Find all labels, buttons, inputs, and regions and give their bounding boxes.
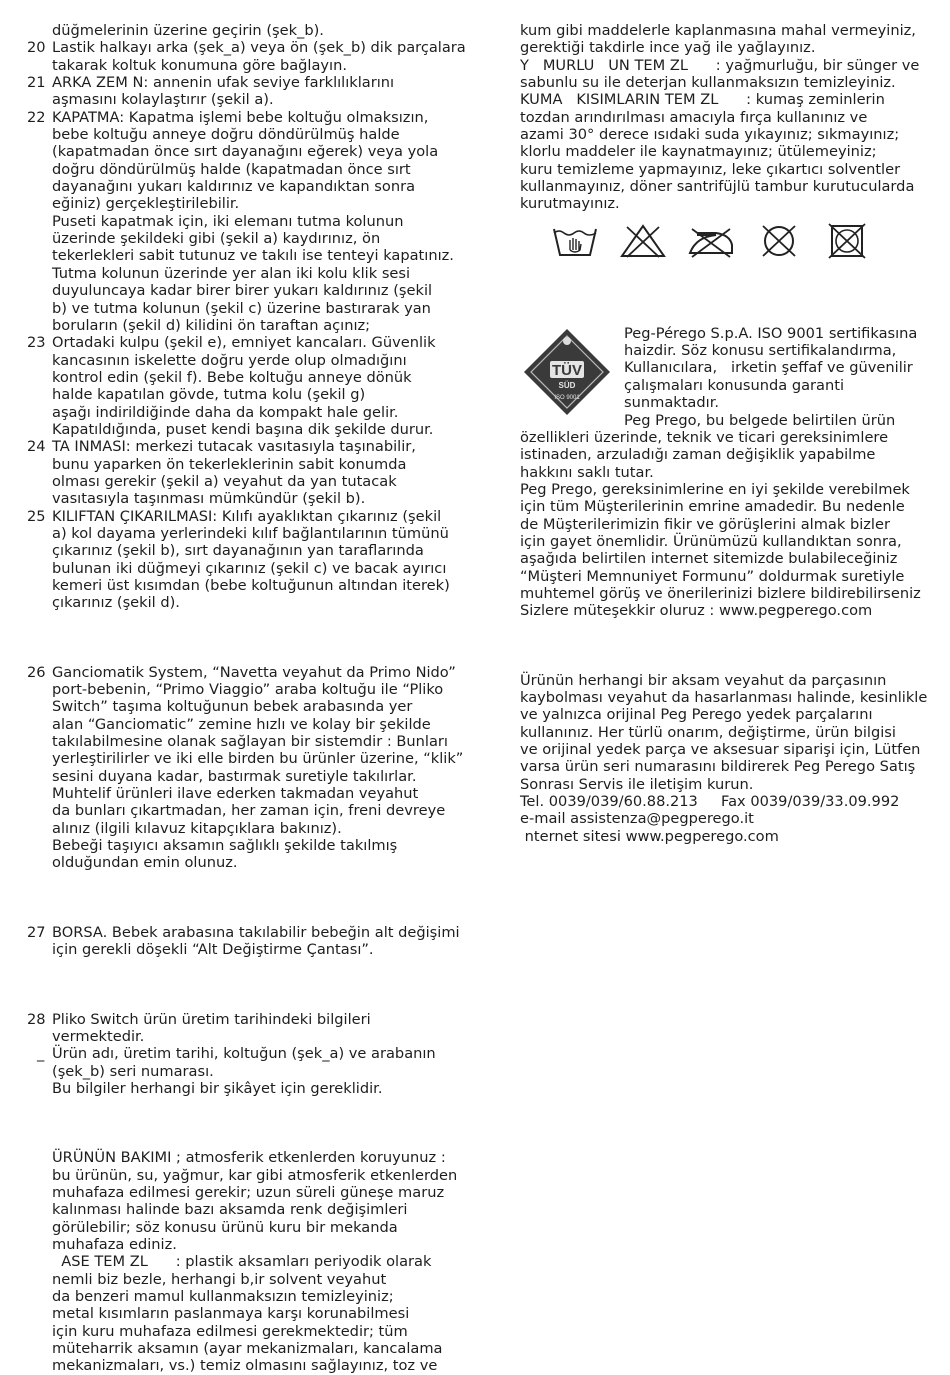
text-line: Switch” taşıma koltuğunun bebek arabasında yer (52, 698, 413, 716)
item-number: 20 (27, 39, 46, 57)
text-line: kullanmayınız, döner santrifüjlü tambur kurutucularda (520, 178, 915, 196)
text-line: metal kısımların paslanmaya karşı korunabilmesi (52, 1305, 410, 1323)
item-28-sub (27, 1045, 459, 1097)
text-line: kuru temizleme yapmayınız, leke çıkartıcı solventler (520, 160, 901, 178)
tuv-sub-text: SÜD (558, 380, 576, 390)
text-line: Kapatıldığında, puset kendi başına dik şekilde durur. (52, 420, 434, 438)
text-line: çıkarınız (şekil d). (52, 594, 180, 612)
text-line: ASE TEM ZL : plastik aksamları periyodik olarak (52, 1253, 432, 1271)
text-line: nemli biz bezle, herhangi b,ir solvent veyahut (52, 1270, 387, 1288)
text-line: hakkını saklı tutar. (520, 463, 654, 481)
text-line: haizdir. Söz konusu sertifikalandırma, (624, 342, 897, 360)
text-line: klorlu maddeler ile kaynatmayınız; ütülemeyiniz; (520, 143, 877, 161)
text-line: kum gibi maddelerle kaplanmasına mahal vermeyiniz, (520, 22, 916, 39)
text-line: ARKA ZEM N: annenin ufak seviye farklılıklarını (52, 74, 395, 92)
text-line: KILIFTAN ÇIKARILMASI: Kılıfı ayaklıktan çıkarınız (şekil (52, 507, 442, 525)
text-line: KAPATMA: Kapatma işlemi bebe koltuğu olmaksızın, (52, 108, 429, 126)
text-line: KUMA KISIMLARIN TEM ZL : kumaş zeminlerin (520, 91, 885, 109)
text-line: alınız (ilgili kılavuz kitapçıklara bakınız). (52, 819, 342, 837)
text-line: boruların (şekil d) kilidini ön taraftan açınız; (52, 316, 371, 334)
text-line: aşağıda belirtilen internet sitemizde bulabileceğiniz (520, 550, 898, 568)
text-line: Lastik halkayı arka (şek_a) veya ön (şek_b) dik parçalara (52, 39, 466, 57)
text-line: çıkarınız (şekil b), sırt dayanağının yan taraflarında (52, 542, 424, 560)
text-line: Ganciomatik System, “Navetta veyahut da Primo Nido” (52, 663, 456, 681)
contact-phone-fax: Tel. 0039/039/60.88.213 Fax 0039/039/33.09.992 (520, 793, 900, 811)
right-column (520, 22, 930, 845)
text-line: Peg-Pérego S.p.A. ISO 9001 sertifikasına (624, 324, 918, 342)
text-line: Sonrası Servis ile iletişim kurun. (520, 775, 754, 793)
certification-section (520, 325, 930, 620)
text-line: kurutmayınız. (520, 195, 620, 213)
text-line: sunmaktadır. (624, 394, 719, 412)
text-line: (şek_b) seri numarası. (52, 1062, 214, 1080)
text-line: tekerlekleri sabit tutunuz ve takılı ise tenteyi kapatınız. (52, 247, 454, 265)
text-line: için gayet önemlidir. Ürünümüzü kullandıktan sonra, (520, 532, 902, 550)
text-line: Y MURLU UN TEM ZL : yağmurluğu, bir sünger ve (520, 56, 920, 74)
item-number: 26 (27, 663, 46, 681)
item-number: 25 (27, 507, 46, 525)
text-line: muhtemel görüş ve önerilerinizi bizlere bildirebilirseniz (520, 584, 921, 602)
item-marker: _ (37, 1045, 45, 1063)
text-line: kaybolması veyahut da hasarlanması halinde, kesinlikle (520, 688, 928, 706)
text-line: ve yalnızca orijinal Peg Perego yedek parçalarını (520, 706, 873, 724)
text-line: Ürünün herhangi bir aksam veyahut da parçasının (520, 671, 887, 689)
tuv-standard-text: ISO 9001 (554, 394, 580, 401)
contact-website: nternet sitesi www.pegperego.com (520, 827, 779, 845)
hand-wash-icon (550, 223, 600, 259)
text-line: muhafaza edilmesi gerekir; uzun süreli güneşe maruz (52, 1183, 445, 1201)
text-line: eğiniz) gerçekleştirilebilir. (52, 195, 240, 213)
text-line: mekanizmaları, vs.) temiz olmasını sağlayınız, toz ve (52, 1357, 438, 1375)
text-line: müteharrik aksamın (ayar mekanizmaları, kancalama (52, 1340, 443, 1357)
text-line: bunu yaparken ön tekerleklerinin sabit konumda (52, 455, 407, 473)
text-line: ÜRÜNÜN BAKIMI ; atmosferik etkenlerden koruyunuz : (52, 1149, 446, 1167)
item-number: 23 (27, 334, 46, 352)
text-line: için kuru muhafaza edilmesi gerekmektedir; tüm (52, 1322, 408, 1340)
text-line: da benzeri mamul kullanmaksızın temizleyiniz; (52, 1287, 394, 1305)
text-line: Tutma kolunun üzerinde yer alan iki kolu klik sesi (52, 264, 411, 282)
text-line: azami 30° derece ısıdaki suda yıkayınız; sıkmayınız; (520, 126, 900, 144)
tuv-brand-text: TÜV (552, 361, 582, 379)
text-line: TA INMASI: merkezi tutacak vasıtasıyla taşınabilir, (52, 438, 416, 456)
text-line: ve orijinal yedek parça ve aksesuar siparişi için, Lütfen (520, 741, 921, 758)
item-28 (27, 1011, 459, 1046)
item-25 (27, 508, 459, 612)
text-line: takılabilmesine olanak sağlayan bir sistemdir : Bunları (52, 733, 448, 751)
no-tumble-dry-icon (822, 223, 872, 259)
item-27 (27, 924, 459, 959)
care-symbols (550, 223, 930, 263)
text-line: da bunları çıkartmadan, her zaman için, freni devreye (52, 802, 446, 820)
text-line: port-bebenin, “Primo Viaggio” araba koltuğu ile “Pliko (52, 681, 444, 699)
no-iron-icon (686, 223, 736, 259)
text-line: Ürün adı, üretim tarihi, koltuğun (şek_a) ve arabanın (52, 1045, 436, 1063)
text-line: Pliko Switch ürün üretim tarihindeki bilgileri (52, 1010, 371, 1028)
text-line: varsa ürün seri numarasını bildirerek Peg Perego Satış (520, 758, 916, 776)
care-section (27, 1149, 459, 1374)
tuv-sud-logo (522, 327, 612, 417)
text-line: olduğundan emin olunuz. (52, 854, 238, 872)
text-line: de Müşterilerimizin fikir ve görüşlerini almak bizler (520, 515, 890, 533)
text-line: vasıtasıyla taşınması mümkündür (şekil b). (52, 490, 366, 508)
item-number: 24 (27, 438, 46, 456)
item-20 (27, 39, 466, 74)
service-section (520, 672, 930, 845)
text-line: takarak koltuk konumuna göre bağlayın. (52, 56, 348, 74)
item-number: 27 (27, 923, 46, 941)
text-line: sabunlu su ile deterjan kullanmaksızın temizleyiniz. (520, 74, 896, 92)
text-line: kontrol edin (şekil f). Bebe koltuğu anneye dönük (52, 368, 412, 386)
text-line: (kapatmadan önce sırt dayanağını eğerek) veya yola (52, 143, 439, 161)
no-bleach-icon (618, 223, 668, 259)
text-line: kalınması halinde bazı aksamda renk değişimleri (52, 1201, 408, 1219)
text-line: gerektiği takdirle ince yağ ile yağlayınız. (520, 39, 816, 57)
text-line: alan “Ganciomatic” zemine hızlı ve kolay bir şekilde (52, 715, 431, 733)
text-line: Sizlere müteşekkir oluruz : www.pegperego.com (520, 602, 873, 620)
text-line: Peg Prego, bu belgede belirtilen ürün (624, 411, 896, 429)
certification-body (520, 429, 930, 620)
text-line: istinaden, arzuladığı zaman değişiklik yapabilme (520, 446, 876, 464)
text-line: Peg Prego, gereksinimlerine en iyi şekilde verebilmek (520, 480, 910, 498)
text-line: a) kol dayama yerlerindeki kılıf bağlantılarının tümünü (52, 524, 449, 542)
text-line: kullanınız. Her türlü onarım, değiştirme, ürün bilgisi (520, 723, 896, 741)
text-line: b) ve tutma kolunun (şekil c) üzerine bastırarak yan (52, 299, 431, 317)
text-line: Ortadaki kulpu (şekil e), emniyet kancaları. Güvenlik (52, 334, 436, 352)
contact-email: e-mail assistenza@pegperego.it (520, 810, 754, 828)
text-line: “Müşteri Memnuniyet Formunu” doldurmak suretiyle (520, 567, 905, 585)
text-line: BORSA. Bebek arabasına takılabilir bebeğin alt değişimi (52, 923, 460, 941)
item-21 (27, 74, 459, 109)
text-line: bebe koltuğu anneye doğru döndürülmüş halde (52, 126, 400, 144)
text-line: üzerinde şekildeki gibi (şekil a) kaydırınız, ön (52, 230, 381, 248)
item-number: 21 (27, 74, 46, 92)
text-line: yerleştirilirler ve iki elle birden bu ürünler üzerine, “klik” (52, 750, 464, 768)
text-line: tozdan arındırılması amacıyla fırça kullanınız ve (520, 108, 868, 126)
text-line: aşağı indirildiğinde daha da kompakt hale gelir. (52, 403, 399, 421)
care-continued (520, 22, 930, 213)
text-line: doğru döndürülmüş halde (kapatmadan önce sırt (52, 160, 411, 178)
spacer (27, 612, 459, 664)
text-line: kancasının iskelette doğru yerde olup olmadığını (52, 351, 407, 369)
item-19-continuation (27, 22, 459, 39)
text-line: dayanağını yukarı kaldırınız ve kapandıktan sonra (52, 178, 416, 196)
item-23 (27, 334, 459, 438)
text-line: bu ürünün, su, yağmur, kar gibi atmosferik etkenlerden (52, 1166, 458, 1184)
text-line: Muhtelif ürünleri ilave ederken takmadan veyahut (52, 785, 419, 803)
text-line: muhafaza ediniz. (52, 1235, 177, 1253)
text-line: özellikleri üzerinde, teknik ve ticari gereksinimlere (520, 428, 889, 446)
item-number: 28 (27, 1010, 46, 1028)
spacer (520, 620, 930, 672)
text-line: bulunan iki düğmeyi çıkarınız (şekil c) ve bacak ayırıcı (52, 559, 447, 577)
text-line: vermektedir. (52, 1027, 145, 1045)
spacer (27, 959, 459, 1011)
text-line: düğmelerinin üzerine geçirin (şek_b). (52, 22, 324, 39)
item-22 (27, 109, 459, 334)
text-line: Bu bilgiler herhangi bir şikâyet için gereklidir. (52, 1079, 383, 1097)
spacer (27, 872, 459, 924)
item-26 (27, 663, 464, 872)
text-line: çalışmaları konusunda garanti (624, 376, 845, 394)
item-number: 22 (27, 108, 46, 126)
text-line: Puseti kapatmak için, iki elemanı tutma kolunun (52, 212, 404, 230)
item-24 (27, 438, 459, 507)
left-column (27, 22, 466, 1375)
text-line: halde kapatılan gövde, tutma kolu (şekil g) (52, 386, 366, 404)
text-line: kemeri üst kısımdan (bebe koltuğunun altından iterek) (52, 577, 450, 594)
text-line: görülebilir; söz konusu ürünü kuru bir mekanda (52, 1218, 398, 1236)
spacer (27, 1097, 459, 1149)
text-line: olması gerekir (şekil a) veyahut da yan tutacak (52, 472, 397, 490)
text-line: Kullanıcılara, irketin şeffaf ve güvenilir (624, 359, 913, 377)
text-line: duyuluncaya kadar birer birer yukarı kaldırınız (şekil (52, 282, 433, 300)
text-line: sesini duyana kadar, bastırmak suretiyle takılırlar. (52, 767, 417, 785)
text-line: için tüm Müşterilerinin emrine amadedir. Bu nedenle (520, 498, 905, 516)
no-dry-clean-icon (754, 223, 804, 259)
text-line: Bebeği taşıyıcı aksamın sağlıklı şekilde takılmış (52, 837, 398, 855)
text-line: aşmasını kolaylaştırır (şekil a). (52, 91, 274, 109)
text-line: için gerekli döşekli “Alt Değiştirme Çantası”. (52, 941, 374, 959)
